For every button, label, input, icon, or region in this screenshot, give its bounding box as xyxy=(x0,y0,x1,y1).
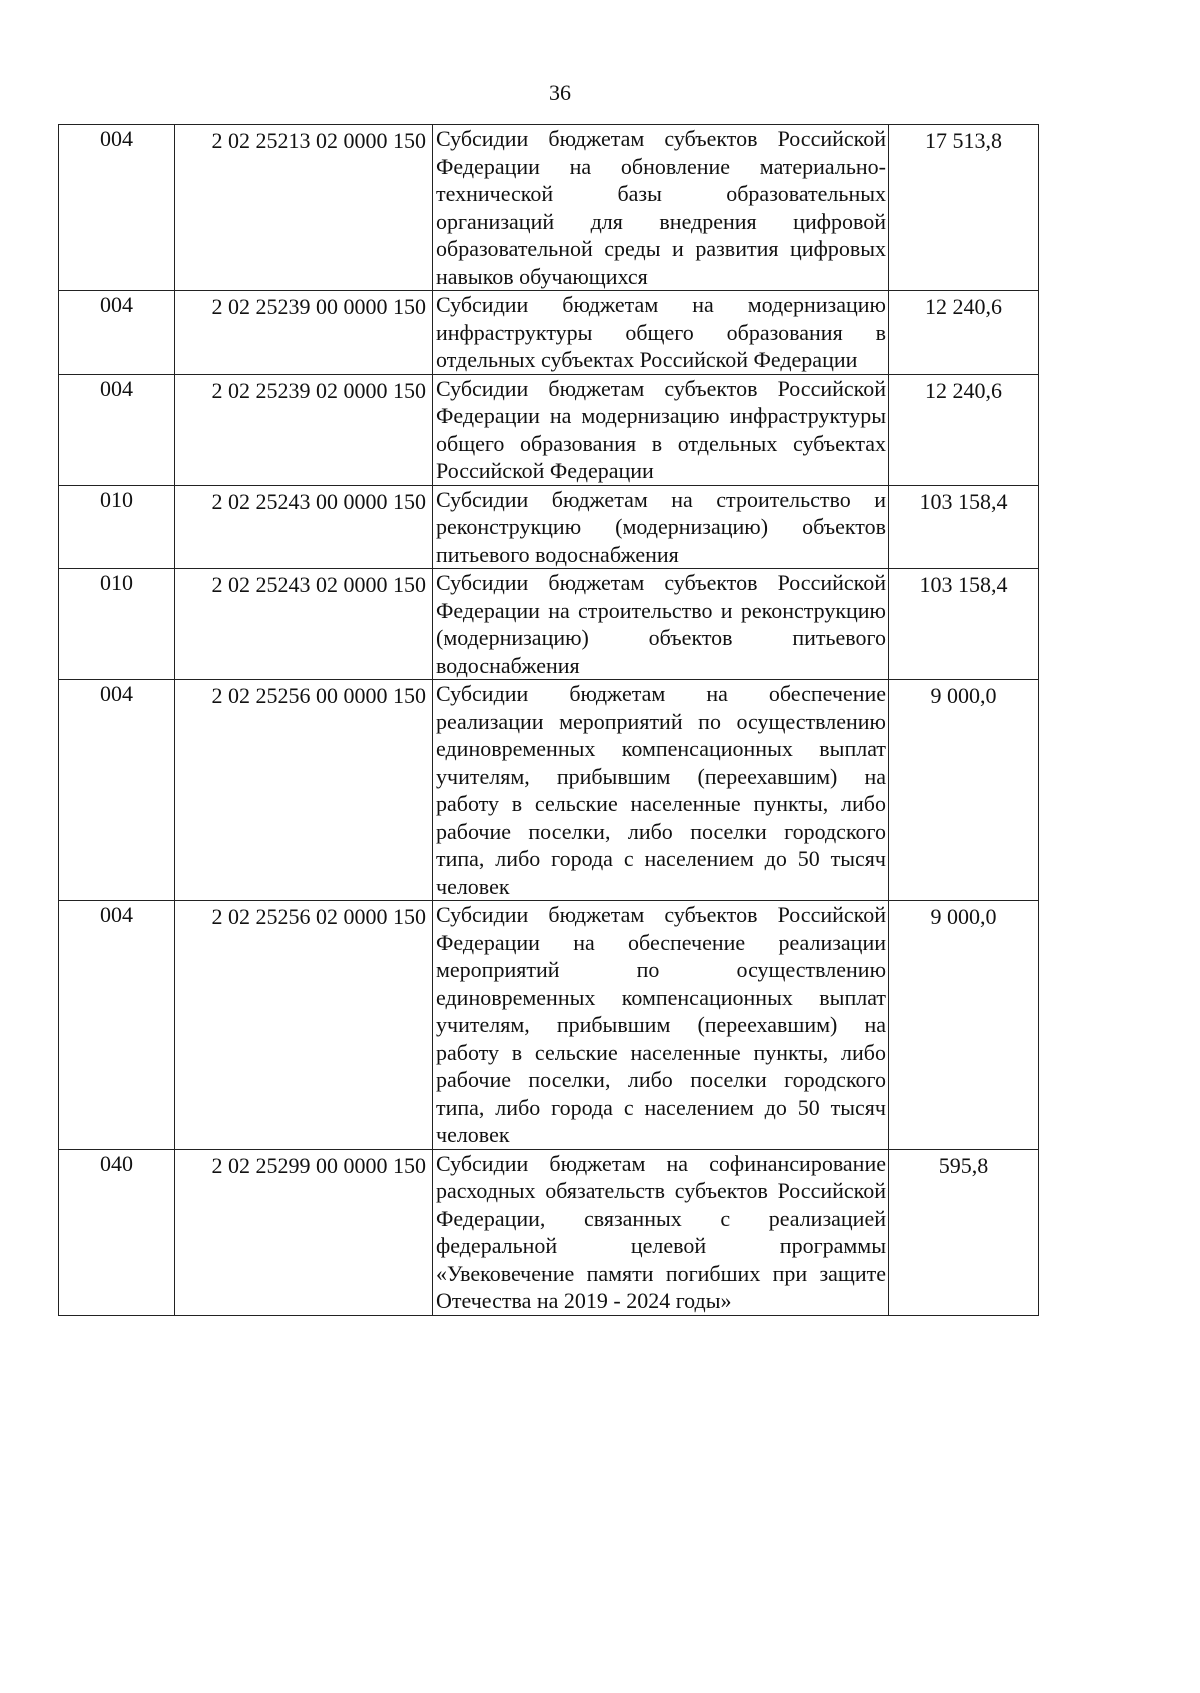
budget-classification-code-cell: 2 02 25256 02 0000 150 xyxy=(175,901,433,1150)
description-cell: Субсидии бюджетам субъектов Российской Федерации на строительство и реконструкцию (модернизацию) объектов питьевого водоснабжения xyxy=(433,569,889,680)
amount-cell: 9 000,0 xyxy=(889,901,1039,1150)
table-row xyxy=(59,901,1039,1150)
description-cell: Субсидии бюджетам субъектов Российской Федерации на обновление материально-технической базы образовательных организаций для внедрения цифровой образовательной среды и развития цифровых навыков обучающихся xyxy=(433,125,889,291)
description-cell: Субсидии бюджетам субъектов Российской Федерации на обеспечение реализации мероприятий по осуществлению единовременных компенсационных выплат учителям, прибывшим (переехавшим) на работу в сельские населенные пункты, либо рабочие поселки, либо поселки городского типа, либо города с населением до 50 тысяч человек xyxy=(433,901,889,1150)
admin-code-cell: 004 xyxy=(59,291,175,375)
page-number: 36 xyxy=(549,80,571,105)
table-row xyxy=(59,1149,1039,1315)
budget-classification-code-cell: 2 02 25239 00 0000 150 xyxy=(175,291,433,375)
table-row xyxy=(59,125,1039,291)
description-cell: Субсидии бюджетам на модернизацию инфраструктуры общего образования в отдельных субъектах Российской Федерации xyxy=(433,291,889,375)
amount-cell: 17 513,8 xyxy=(889,125,1039,291)
budget-classification-code-cell: 2 02 25243 00 0000 150 xyxy=(175,485,433,569)
budget-classification-code-cell: 2 02 25256 00 0000 150 xyxy=(175,680,433,901)
description-cell: Субсидии бюджетам субъектов Российской Федерации на модернизацию инфраструктуры общего образования в отдельных субъектах Российской Федерации xyxy=(433,374,889,485)
table-row xyxy=(59,569,1039,680)
amount-cell: 12 240,6 xyxy=(889,291,1039,375)
admin-code-cell: 004 xyxy=(59,901,175,1150)
amount-cell: 103 158,4 xyxy=(889,569,1039,680)
amount-cell: 103 158,4 xyxy=(889,485,1039,569)
admin-code-cell: 040 xyxy=(59,1149,175,1315)
admin-code-cell: 004 xyxy=(59,125,175,291)
admin-code-cell: 004 xyxy=(59,680,175,901)
description-cell: Субсидии бюджетам на строительство и реконструкцию (модернизацию) объектов питьевого водоснабжения xyxy=(433,485,889,569)
budget-revenue-table xyxy=(58,124,1039,1316)
budget-classification-code-cell: 2 02 25239 02 0000 150 xyxy=(175,374,433,485)
amount-cell: 595,8 xyxy=(889,1149,1039,1315)
table-row xyxy=(59,485,1039,569)
budget-classification-code-cell: 2 02 25243 02 0000 150 xyxy=(175,569,433,680)
amount-cell: 9 000,0 xyxy=(889,680,1039,901)
admin-code-cell: 010 xyxy=(59,569,175,680)
table-row xyxy=(59,680,1039,901)
budget-classification-code-cell: 2 02 25213 02 0000 150 xyxy=(175,125,433,291)
description-cell: Субсидии бюджетам на обеспечение реализации мероприятий по осуществлению единовременных компенсационных выплат учителям, прибывшим (переехавшим) на работу в сельские населенные пункты, либо рабочие поселки, либо поселки городского типа, либо города с населением до 50 тысяч человек xyxy=(433,680,889,901)
table-row xyxy=(59,374,1039,485)
description-cell: Субсидии бюджетам на софинансирование расходных обязательств субъектов Российской Федерации, связанных с реализацией федеральной целевой программы «Увековечение памяти погибших при защите Отечества на 2019 - 2024 годы» xyxy=(433,1149,889,1315)
admin-code-cell: 004 xyxy=(59,374,175,485)
amount-cell: 12 240,6 xyxy=(889,374,1039,485)
budget-classification-code-cell: 2 02 25299 00 0000 150 xyxy=(175,1149,433,1315)
table-row xyxy=(59,291,1039,375)
admin-code-cell: 010 xyxy=(59,485,175,569)
